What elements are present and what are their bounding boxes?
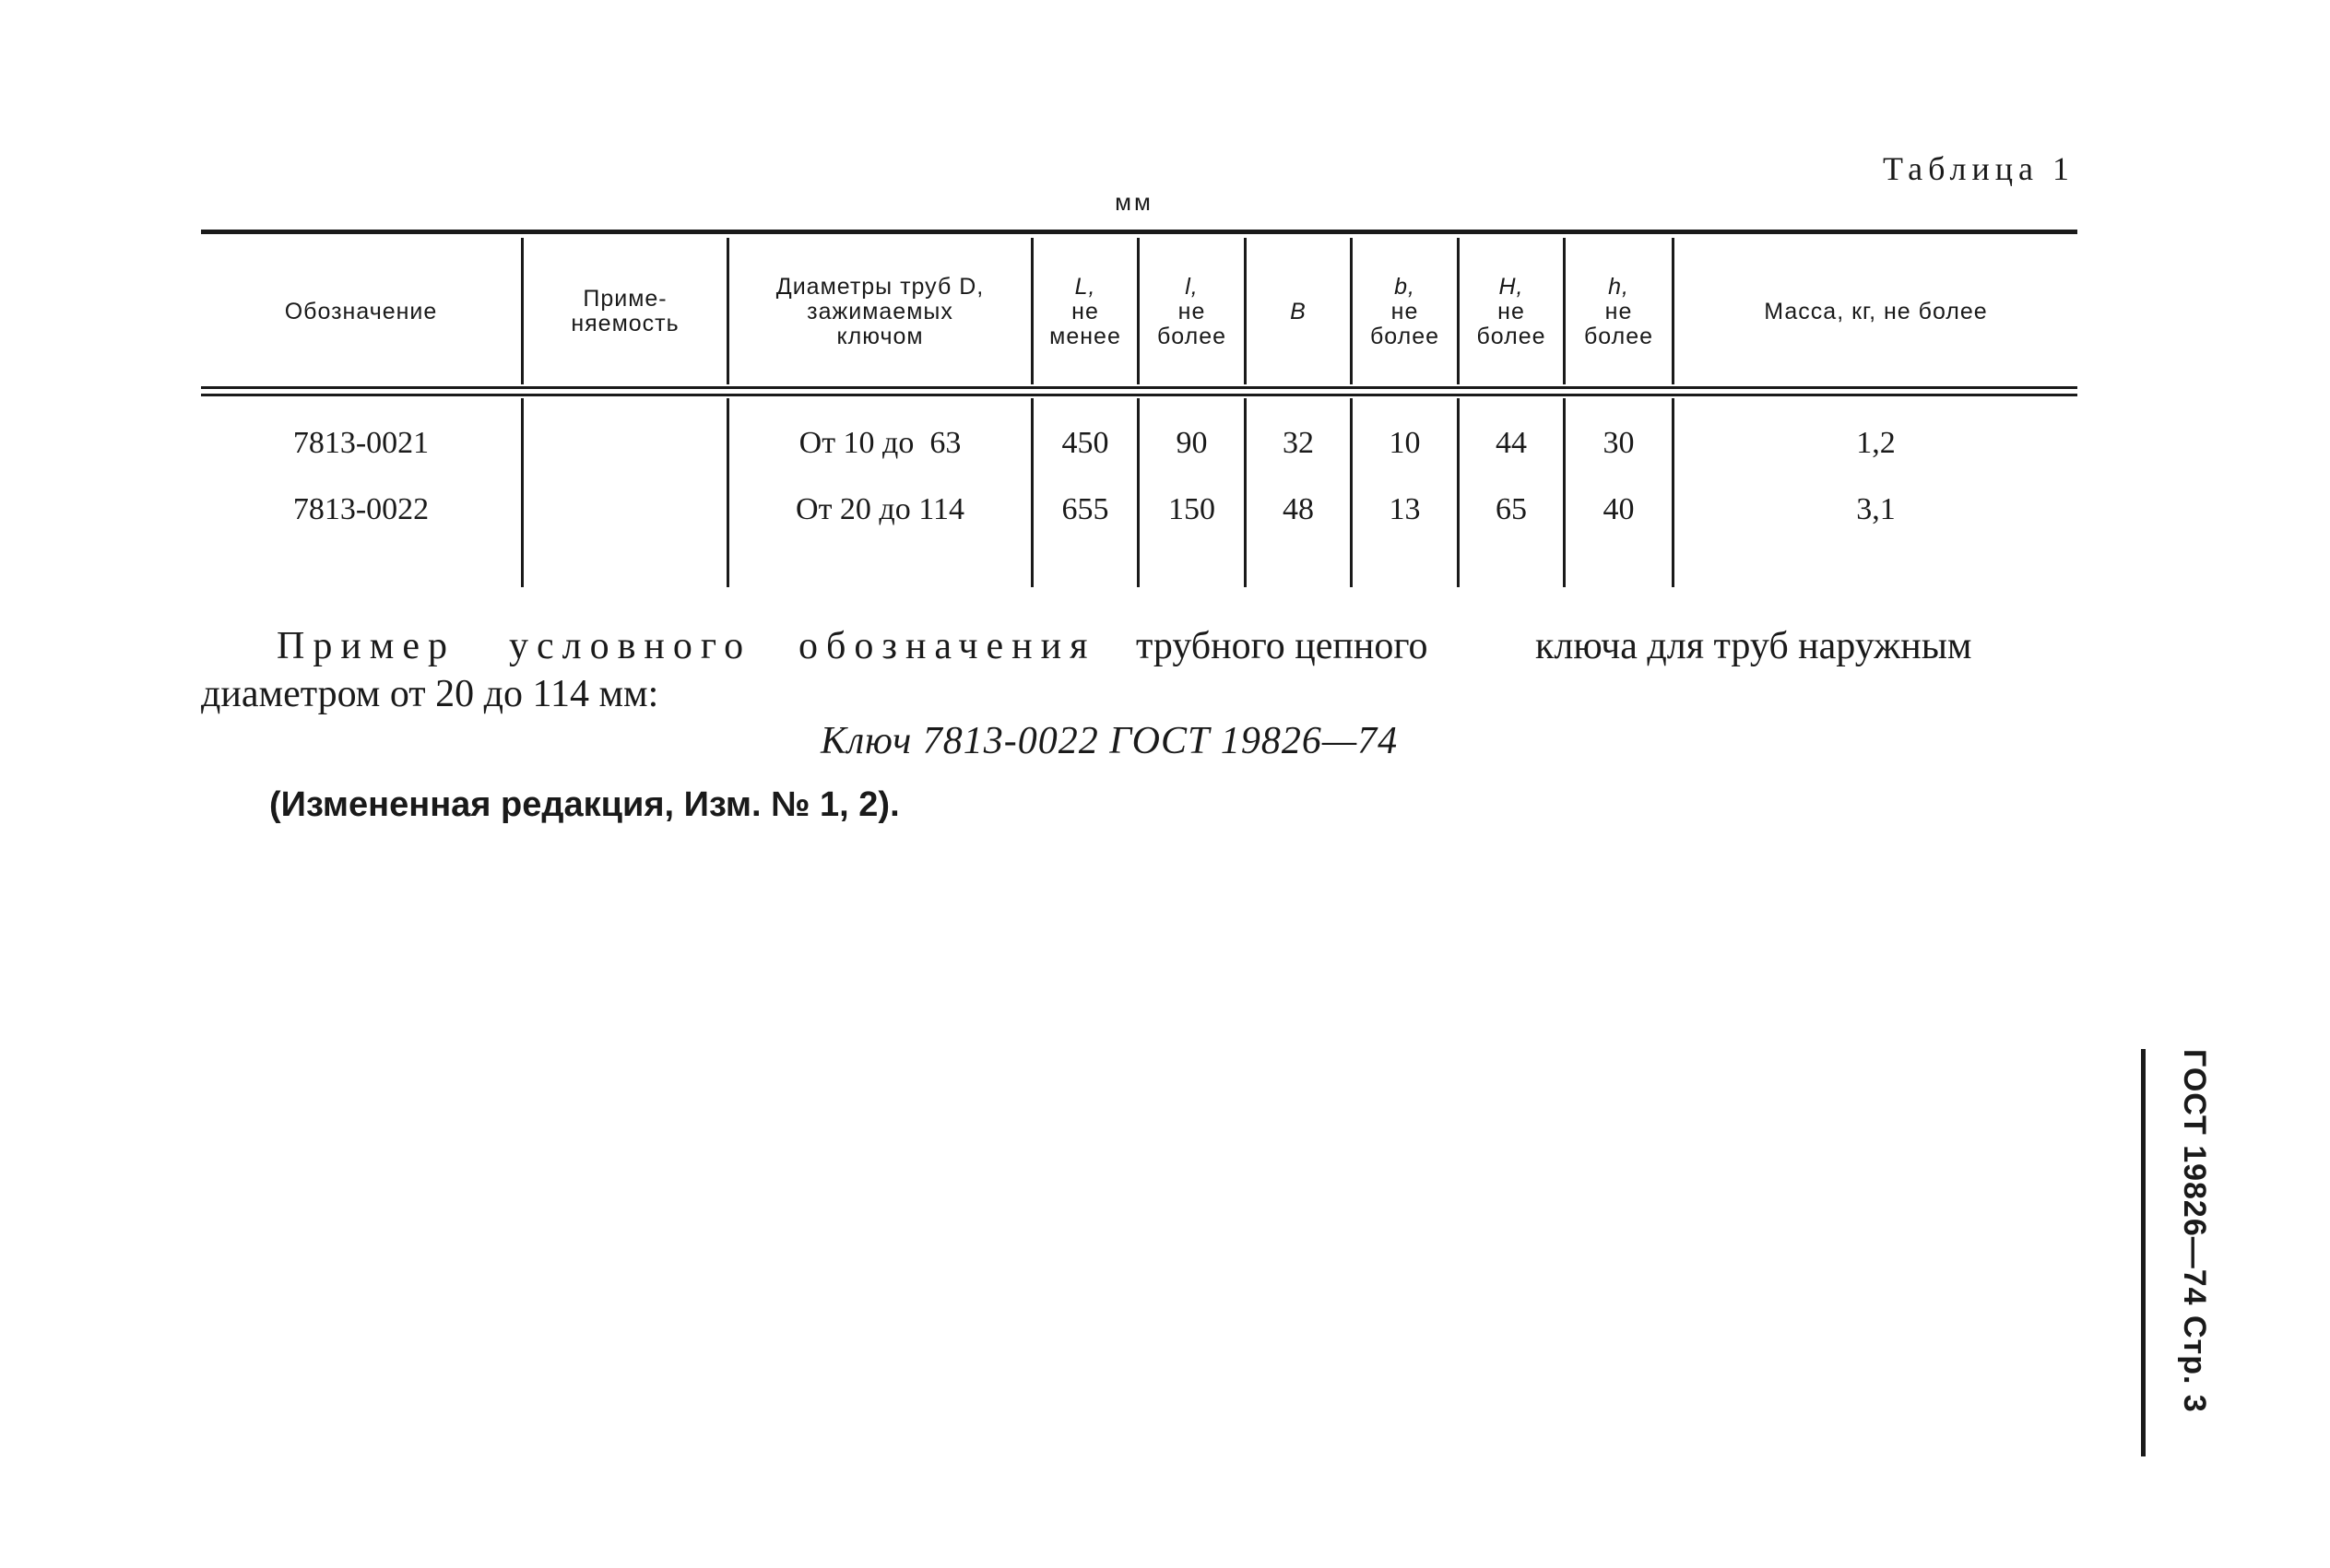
page-running-label: ГОСТ 19826—74 Стр. 3 xyxy=(2177,1049,2212,1413)
example-word: Пример xyxy=(277,625,456,667)
header-divider-rule xyxy=(201,394,2077,396)
cell-l: 90 xyxy=(1176,426,1208,460)
example-paragraph-line-2: диаметром от 20 до 114 мм: xyxy=(201,673,659,715)
header-designation: Обозначение xyxy=(284,298,438,324)
cell-designation: 7813-0021 xyxy=(292,426,430,460)
header-pipe-diameter: Диаметры труб D, зажимаемых ключом xyxy=(775,273,985,349)
example-word: обозначения xyxy=(798,625,1096,667)
example-paragraph-line-1 xyxy=(1136,622,1428,670)
example-paragraph-line-1 xyxy=(798,622,1095,670)
header-B: B xyxy=(1290,298,1307,324)
cell-b: 10 xyxy=(1389,426,1421,460)
header-b: b, не более xyxy=(1369,273,1440,349)
example-word: условного xyxy=(509,625,752,667)
example-paragraph-line-1 xyxy=(509,622,751,670)
table-caption: Таблица 1 xyxy=(1883,150,2075,187)
example-paragraph-line-1 xyxy=(1535,622,1971,670)
cell-applicability xyxy=(524,487,727,533)
header-divider-rule xyxy=(201,386,2077,389)
header-mass: Масса, кг, не более xyxy=(1764,298,1988,324)
cell-h: 30 xyxy=(1603,426,1635,460)
cell-mass: 3,1 xyxy=(1856,492,1896,526)
units-label: мм xyxy=(1115,188,1153,216)
cell-H: 65 xyxy=(1496,492,1527,526)
revision-note: (Измененная редакция, Изм. № 1, 2). xyxy=(269,785,900,824)
header-L: L, не менее xyxy=(1049,273,1121,349)
example-paragraph-line-1 xyxy=(277,622,455,670)
table-top-rule xyxy=(201,230,2077,234)
cell-B: 32 xyxy=(1283,426,1314,460)
header-H: H, не более xyxy=(1476,273,1546,349)
cell-mass: 1,2 xyxy=(1856,426,1896,460)
cell-pipe-diameter: От 20 до 114 xyxy=(796,492,964,526)
cell-applicability xyxy=(524,420,727,466)
example-word: трубного цепного xyxy=(1136,625,1428,667)
cell-L: 450 xyxy=(1061,426,1109,460)
header-h: h, не более xyxy=(1583,273,1654,349)
example-word: ключа для труб наружным xyxy=(1535,625,1972,667)
cell-b: 13 xyxy=(1389,492,1421,526)
example-designation: Ключ 7813-0022 ГОСТ 19826—74 xyxy=(821,720,1399,762)
margin-bar xyxy=(2141,1049,2146,1456)
cell-designation: 7813-0022 xyxy=(292,492,430,526)
cell-B: 48 xyxy=(1283,492,1314,526)
header-l: l, не более xyxy=(1156,273,1227,349)
header-applicability: Приме- няемость xyxy=(571,286,680,336)
cell-H: 44 xyxy=(1496,426,1527,460)
cell-pipe-diameter: От 10 до 63 xyxy=(798,426,962,460)
cell-L: 655 xyxy=(1061,492,1109,526)
cell-h: 40 xyxy=(1603,492,1635,526)
cell-l: 150 xyxy=(1168,492,1215,526)
